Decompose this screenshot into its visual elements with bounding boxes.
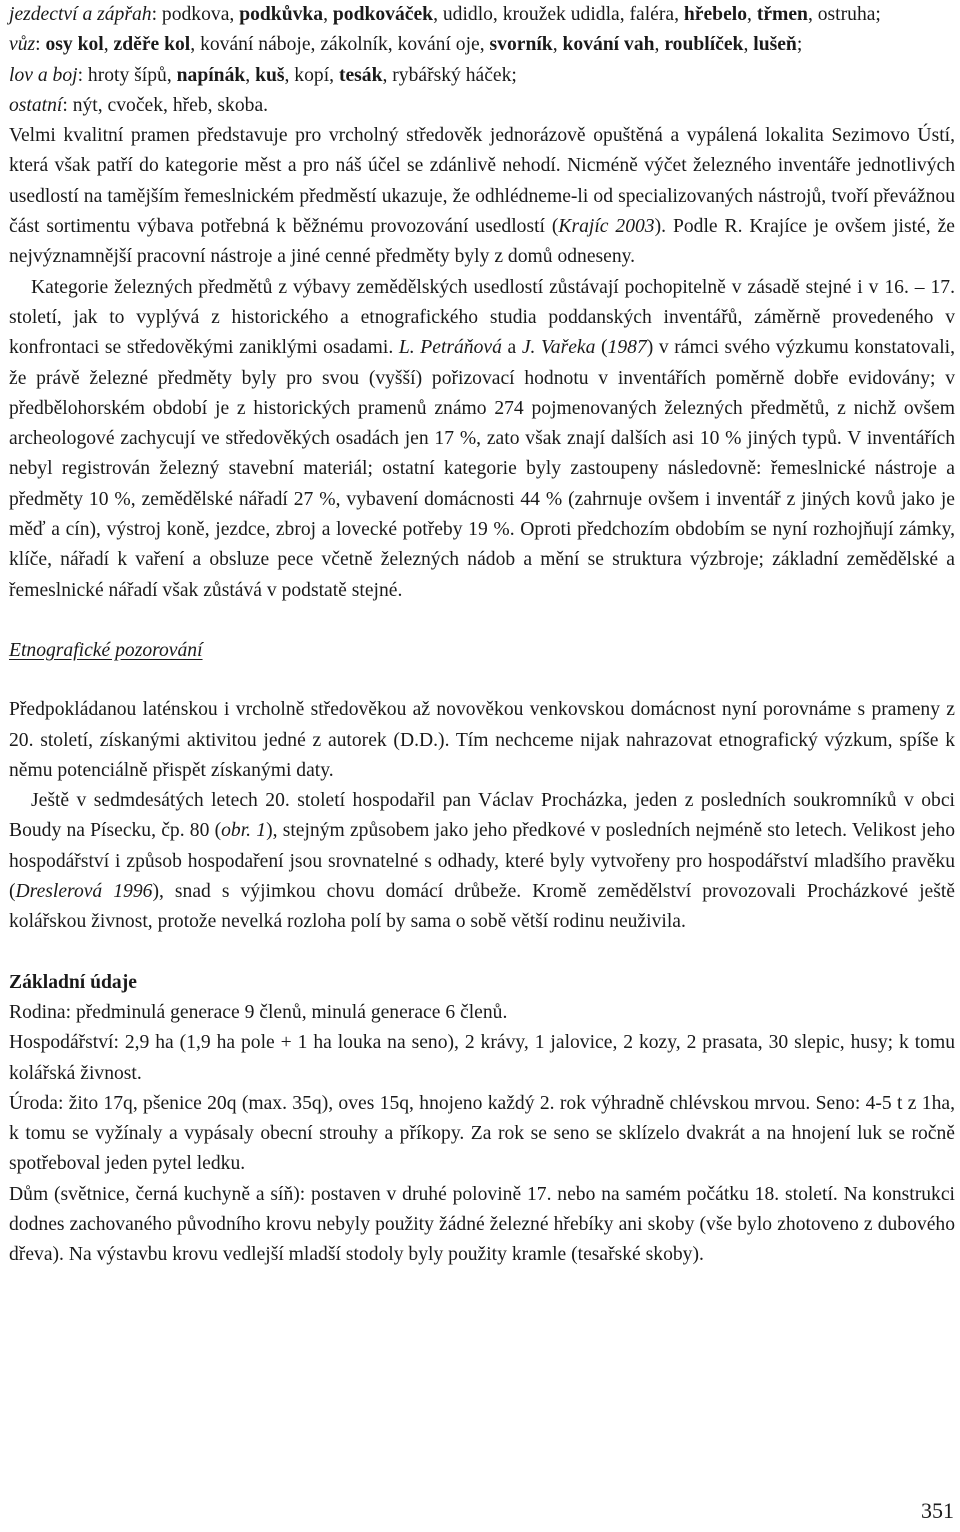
- page-number: 351: [921, 1498, 954, 1523]
- text-run: (: [595, 337, 608, 359]
- italic-text: obr.: [221, 820, 252, 842]
- bold-term: zděře kol: [113, 34, 191, 56]
- text-run: ,: [245, 64, 256, 86]
- list-item-wagon: [9, 30, 955, 60]
- text-run: a: [501, 337, 522, 359]
- text-run: ,: [747, 4, 757, 25]
- list-item-text: [152, 4, 881, 25]
- list-item-hunting: [9, 61, 955, 91]
- italic-text: 1987: [607, 337, 647, 359]
- italic-text: L. Petráňová: [398, 337, 502, 359]
- text-run: ,: [323, 4, 333, 25]
- list-item-text: [62, 95, 268, 116]
- list-item-label: jezdectví a zápřah: [9, 4, 152, 25]
- text-run: : hroty šípů,: [77, 64, 177, 86]
- text-run: , kopí,: [284, 64, 339, 86]
- text-run: ,: [552, 34, 563, 56]
- bold-term: podkováček: [332, 4, 434, 25]
- text-run: , ostruha;: [807, 4, 881, 25]
- text-run: ,: [743, 34, 754, 56]
- section-heading: Etnografické pozorování: [9, 639, 203, 661]
- text-run: :: [35, 34, 46, 56]
- italic-text: 1: [256, 820, 267, 842]
- bold-term: svorník: [489, 34, 553, 56]
- text-run: , udidlo, kroužek udidla, faléra,: [433, 4, 684, 25]
- text-run: : nýt, cvoček, hřeb, skoba.: [62, 94, 269, 116]
- bold-term: podkůvka: [239, 4, 324, 25]
- italic-text: Krajíc 2003: [558, 216, 655, 238]
- text-run: : podkova,: [151, 4, 240, 25]
- bold-term: tesák: [338, 64, 383, 86]
- bold-term: napínák: [176, 64, 246, 86]
- text-run: ), snad s výjimkou chovu domácí drůbeže. Kromě zemědělství provozovali Procházkové ještě kolářskou živnost, protože nevelká rozloha polí by sama o sobě větší rodinu neuživila.: [9, 881, 955, 933]
- italic-text: Dreslerová 1996: [15, 881, 153, 903]
- bold-term: osy kol: [45, 34, 104, 56]
- basic-data-list: [9, 998, 955, 1271]
- italic-text: J. Vařeka: [521, 337, 596, 359]
- text-run: , rybářský háček;: [382, 64, 517, 86]
- data-line-house: Dům (světnice, černá kuchyně a síň): postaven v druhé polovině 17. nebo na samém počátku 18. století. Na konstrukci dodnes zachovaného původního krovu nebyly použity žádné železné hřebíky ani skoby (vše bylo zhotoveno z dubového dřeva). Na výstavbu krovu vedlejší mladší stodoly byly použity kramle (tesařské skoby).: [9, 1183, 955, 1266]
- text-run: ) v rámci svého výzkumu konstatovali, že právě železné předměty byly pro svou (vyšší) pořizovací hodnotu v inventářích poměrně dobře evidovány; v předbělohorském období je z historických pramenů známo 274 pojmenovaných železných předmětů, z nichž ovšem archeologové zachycují ve středověkých osadách jen 17 %, zato však znají dalších asi 10 % jiných typů. V inventářích nebyl registrován železný stavební materiál; ostatní kategorie byly zastoupeny následovně: řemeslnické nástroje a předměty 10 %, zemědělské nářadí 27 %, vybavení domácnosti 44 % (zahrnuje ovšem i inventář z jiných kovů jako je měď a cín), výstroj koně, jezdce, zbroj a lovecké potřeby 19 %. Oproti předchozím obdobím se nyní rozhojňují zámky, klíče, nářadí k vaření a obsluze pece včetně železných nádob a mění se struktura výzbroje; základní zemědělské a řemeslnické nářadí však zůstává v podstatě stejné.: [9, 337, 956, 601]
- bold-term: hřebelo: [683, 4, 748, 25]
- list-item-other: [9, 91, 955, 121]
- bold-term: lušeň: [753, 34, 797, 56]
- paragraph: [9, 121, 955, 272]
- sub-heading: Základní údaje: [9, 971, 137, 993]
- text-run: Předpokládanou laténskou i vrcholně středověkou až novověkou venkovskou domácnost nyní porovnáme s prameny z 20. století, získanými aktivitou jedné z autorek (D.D.). Tím nechceme nijak nahrazovat etnografický výzkum, spíše k němu potenciálně přispět získanými daty.: [9, 699, 955, 781]
- paragraph: [9, 786, 955, 937]
- list-item-text: [35, 34, 802, 55]
- list-item-label: vůz: [9, 34, 36, 56]
- item-list: [9, 0, 955, 121]
- bold-term: roublíček: [664, 34, 744, 56]
- text-run: Ještě v sedmdesátých letech 20. století hospodařil pan Václav Procházka, jeden z posledních soukromníků v obci Boudy na Písecku, čp. 80 (: [9, 790, 955, 842]
- text-run: ,: [654, 34, 665, 56]
- list-item-riding: [9, 0, 955, 30]
- text-run: ), stejným způsobem jako jeho předkové v posledních nejméně sto letech. Velikost jeho hospodářství i způsob hospodaření jsou srovnatelné s odhady, které byly vytvořeny pro hospodářství mladšího pravěku (: [9, 820, 955, 903]
- text-run: Kategorie železných předmětů z výbavy zemědělských usedlostí zůstávají pochopitelně v zásadě stejné i v 16. – 17. století, jak to vyplývá z historického a etnografického studia poddanských inventářů, záměrně provedeného v konfrontaci se středověkými zaniklými osadami.: [9, 276, 955, 359]
- bold-term: kování vah: [562, 34, 655, 56]
- bold-term: třmen: [756, 4, 808, 25]
- text-run: ). Podle R. Krajíce je ovšem jisté, že nejvýznamnější pracovní nástroje a jiné cenné předměty byly z domů odneseny.: [9, 216, 955, 268]
- text-run: Velmi kvalitní pramen představuje pro vrcholný středověk jednorázově opuštěná a vypálená lokalita Sezimovo Ústí, která však patří do kategorie měst a pro náš účel se zdánlivě nehodí. Nicméně výčet železného inventáře jednotlivých usedlostí na tamějším řemeslnickém předměstí ukazuje, že odhlédneme-li od specializovaných nástrojů, tvoří převážnou část sortimentu výbava potřebná k běžnému provozování usedlostí (: [9, 125, 955, 238]
- page-body: [9, 0, 955, 1271]
- data-line-family: Rodina: předminulá generace 9 členů, minulá generace 6 členů.: [9, 1001, 508, 1023]
- paragraph: [9, 695, 955, 786]
- list-item-text: [78, 65, 517, 86]
- text-run: , kování náboje, zákolník, kování oje,: [190, 34, 490, 56]
- text-run: ;: [796, 34, 803, 56]
- paragraph: [9, 273, 955, 606]
- bold-term: kuš: [255, 64, 285, 86]
- data-line-farm: Hospodářství: 2,9 ha (1,9 ha pole + 1 ha louka na seno), 2 krávy, 1 jalovice, 2 kozy, 2 prasata, 30 slepic, husy; k tomu kolářská živnost.: [9, 1032, 955, 1084]
- data-line-harvest: Úroda: žito 17q, pšenice 20q (max. 35q), oves 15q, hnojeno každý 2. rok výhradně chlévskou mrvou. Seno: 4-5 t z 1ha, k tomu se vyžínaly a vypásaly obecní strouhy a příkopy. Za rok se seno se sklízelo dvakrát a na hnojení luk se ročně spotřeboval jeden pytel ledku.: [9, 1092, 955, 1175]
- list-item-label: lov a boj: [9, 64, 78, 86]
- text-run: ,: [103, 34, 114, 56]
- list-item-label: ostatní: [9, 94, 63, 116]
